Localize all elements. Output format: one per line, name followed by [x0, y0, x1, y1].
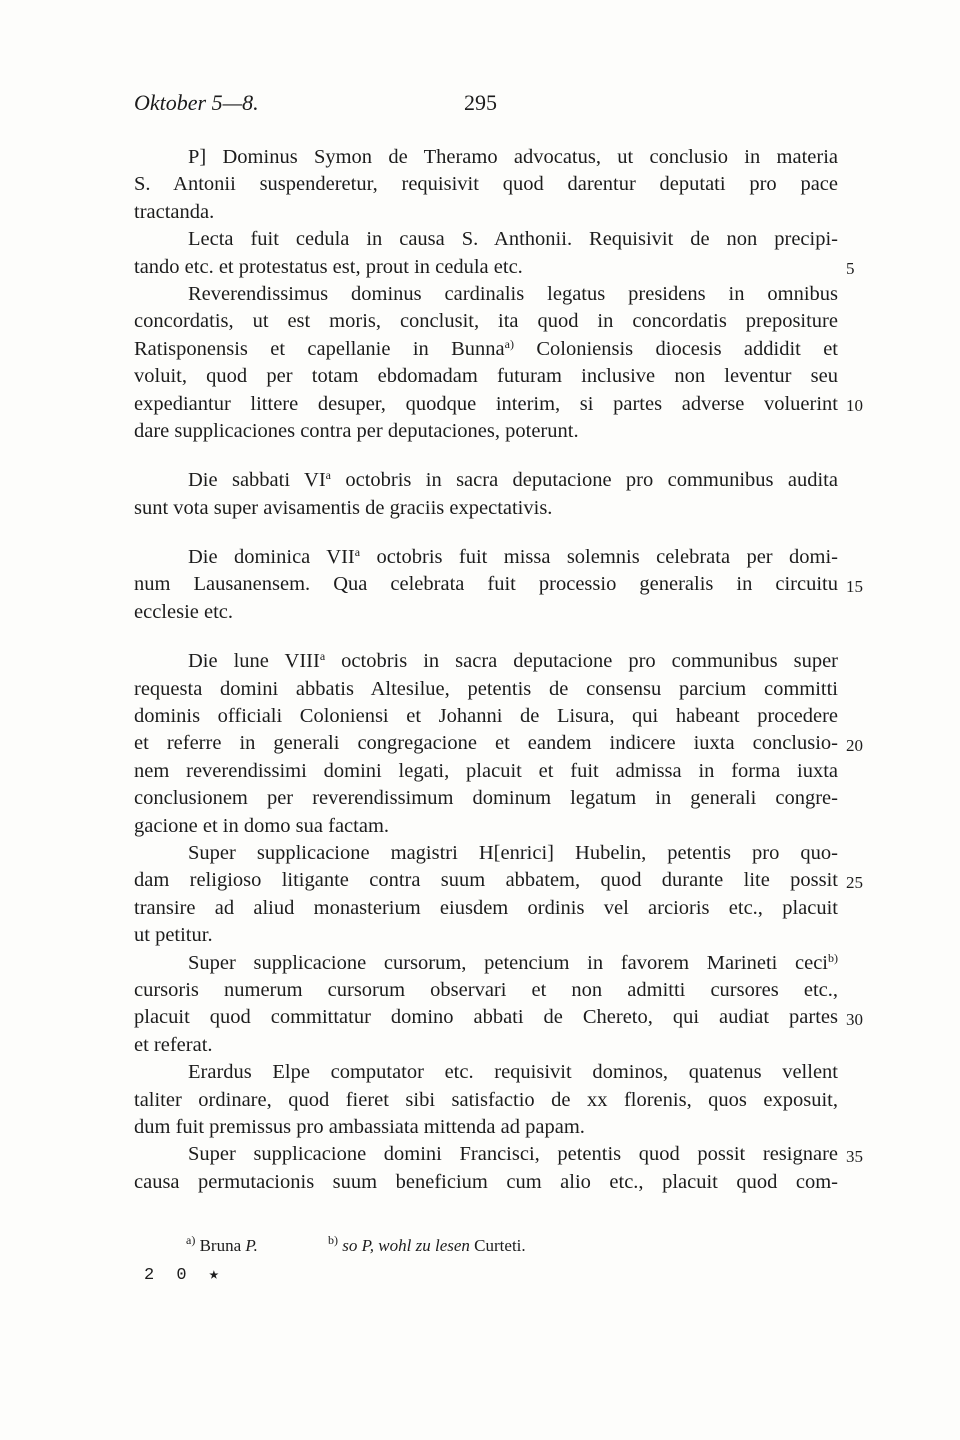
- line-text: Super supplicacione cursorum, petencium in favorem Marineti ceci: [188, 951, 828, 974]
- footnote-a: [186, 1233, 258, 1256]
- line-text: conclusionem per reverendissimum dominum legatum in generali congre-: [134, 787, 838, 810]
- text-line: [134, 391, 838, 418]
- paragraph-gap: [134, 626, 838, 648]
- line-text: dum fuit premissus pro ambassiata mittenda ad papam.: [134, 1115, 585, 1138]
- text-line: [134, 758, 838, 785]
- line-text: tando etc. et protestatus est, prout in cedula etc.: [134, 255, 523, 278]
- text-line: [134, 281, 838, 308]
- text-line: [134, 571, 838, 598]
- text-line: [134, 308, 838, 335]
- text-line: [134, 950, 838, 977]
- text-line: [134, 171, 838, 198]
- text-line: [134, 544, 838, 571]
- text-line: [134, 867, 838, 894]
- text-line: [134, 1059, 838, 1086]
- text-line: [134, 1169, 838, 1196]
- line-text: transire ad aliud monasterium eiusdem ordinis vel arcioris etc., placuit: [134, 896, 838, 919]
- text-line: [134, 730, 838, 757]
- text-line: [134, 648, 838, 675]
- footnote-b-note: so P, wohl zu lesen: [338, 1236, 470, 1255]
- text-line: [134, 467, 838, 494]
- page-number: 295: [464, 90, 497, 115]
- line-text: Super supplicacione domini Francisci, petentis quod possit resignare: [188, 1143, 838, 1166]
- line-text: dam religioso litigante contra suum abbatem, quod durante lite possit: [134, 869, 838, 892]
- line-text: nem reverendissimi domini legati, placuit et fuit admissa in forma iuxta: [134, 759, 838, 782]
- line-text: Die dominica VII: [188, 546, 355, 569]
- line-number: 30: [846, 1009, 863, 1029]
- line-text: ecclesie etc.: [134, 600, 234, 623]
- line-text: placuit quod committatur domino abbati de Chereto, qui audiat partes: [134, 1006, 838, 1029]
- line-text: Die sabbati VI: [188, 469, 326, 492]
- text-line: [134, 1141, 838, 1168]
- text-line: [134, 254, 838, 281]
- text-line: [134, 813, 838, 840]
- running-head-date: Oktober 5—8.: [134, 90, 259, 115]
- text-line: [134, 1114, 838, 1141]
- paragraph-gap: [134, 445, 838, 467]
- line-number: 25: [846, 872, 863, 892]
- footnote-a-siglum: P.: [245, 1236, 258, 1255]
- line-text: cursoris numerum cursorum observari et non admitti cursores etc.,: [134, 978, 838, 1001]
- line-text: Reverendissimus dominus cardinalis legatus presidens in omnibus: [188, 282, 838, 305]
- text-line: [134, 336, 838, 363]
- line-text-continued: Coloniensis diocesis addidit et: [513, 337, 838, 360]
- line-text: concordatis, ut est moris, conclusit, ita quod in concordatis prepositure: [134, 310, 838, 333]
- footnote-reference: a): [504, 336, 514, 351]
- footnote-b: [328, 1233, 526, 1256]
- text-line: [134, 703, 838, 730]
- line-text: Die lune VIII: [188, 650, 320, 673]
- text-line: [134, 977, 838, 1004]
- line-number: 10: [846, 395, 863, 415]
- line-number: 35: [846, 1146, 863, 1166]
- line-text: Ratisponensis et capellanie in Bunna: [134, 337, 505, 360]
- footnote-b-mark: b): [328, 1233, 338, 1247]
- text-line: [134, 1032, 838, 1059]
- text-line: [134, 495, 838, 522]
- text-line: [134, 144, 838, 171]
- footnote-a-mark: a): [186, 1233, 196, 1247]
- line-text: Erardus Elpe computator etc. requisivit dominos, quatenus vellent: [188, 1061, 838, 1084]
- paragraph-gap: [134, 522, 838, 544]
- line-text: S. Antonii suspenderetur, requisivit quod darentur deputati pro pace: [134, 173, 838, 196]
- printer-signature: 2 0 ★: [144, 1266, 226, 1285]
- footnote-reference: a: [319, 649, 326, 664]
- line-text: et referat.: [134, 1033, 213, 1056]
- text-line: [134, 418, 838, 445]
- line-number: 20: [846, 735, 863, 755]
- footnote-reference: a: [354, 545, 361, 560]
- footnote-a-text: Bruna: [195, 1236, 246, 1255]
- line-text: gacione et in domo sua factam.: [134, 814, 390, 837]
- line-text: tractanda.: [134, 200, 215, 223]
- text-line: [134, 676, 838, 703]
- line-text: et referre in generali congregacione et eandem indicere iuxta conclusio-: [134, 732, 838, 755]
- text-line: [134, 1087, 838, 1114]
- text-line: [134, 922, 838, 949]
- line-text: sunt vota super avisamentis de graciis expectativis.: [134, 496, 553, 519]
- line-text: dominis officiali Coloniensi et Johanni de Lisura, qui habeant procedere: [134, 705, 838, 728]
- text-line: [134, 895, 838, 922]
- line-text-continued: octobris in sacra deputacione pro communibus super: [325, 650, 838, 673]
- text-line: [134, 1004, 838, 1031]
- line-text: ut petitur.: [134, 924, 213, 947]
- line-text: num Lausanensem. Qua celebrata fuit processio generalis in circuitu: [134, 573, 838, 596]
- text-line: [134, 199, 838, 226]
- line-number: 5: [846, 258, 855, 278]
- text-line: [134, 226, 838, 253]
- line-text: P] Dominus Symon de Theramo advocatus, ut conclusio in materia: [188, 146, 838, 168]
- line-text-continued: octobris in sacra deputacione pro communibus audita: [330, 469, 838, 492]
- text-line: [134, 840, 838, 867]
- line-text: taliter ordinare, quod fieret sibi satisfactio de xx florenis, quos exposuit,: [134, 1088, 838, 1111]
- text-line: [134, 785, 838, 812]
- footnote-reference: a: [325, 468, 331, 483]
- line-number: 15: [846, 576, 863, 596]
- line-text: expediantur littere desuper, quodque interim, si partes adverse voluerint: [134, 392, 838, 415]
- body-text: [134, 144, 838, 1196]
- footnote-b-text: Curteti.: [469, 1236, 526, 1255]
- line-text: Lecta fuit cedula in causa S. Anthonii. Requisivit de non precipi-: [188, 228, 838, 251]
- footnote-reference: b): [828, 950, 838, 965]
- text-line: [134, 363, 838, 390]
- line-text: requesta domini abbatis Altesilue, petentis de consensu parcium committi: [134, 677, 838, 700]
- line-text: voluit, quod per totam ebdomadam futuram inclusive non leventur seu: [134, 365, 838, 388]
- line-text: causa permutacionis suum beneficium cum alio etc., placuit quod com-: [134, 1170, 838, 1193]
- line-text-continued: octobris fuit missa solemnis celebrata per domi-: [360, 546, 838, 569]
- line-text: dare supplicaciones contra per deputaciones, poterunt.: [134, 419, 579, 442]
- text-line: [134, 599, 838, 626]
- line-text: Super supplicacione magistri H[enrici] Hubelin, petentis pro quo-: [188, 841, 838, 864]
